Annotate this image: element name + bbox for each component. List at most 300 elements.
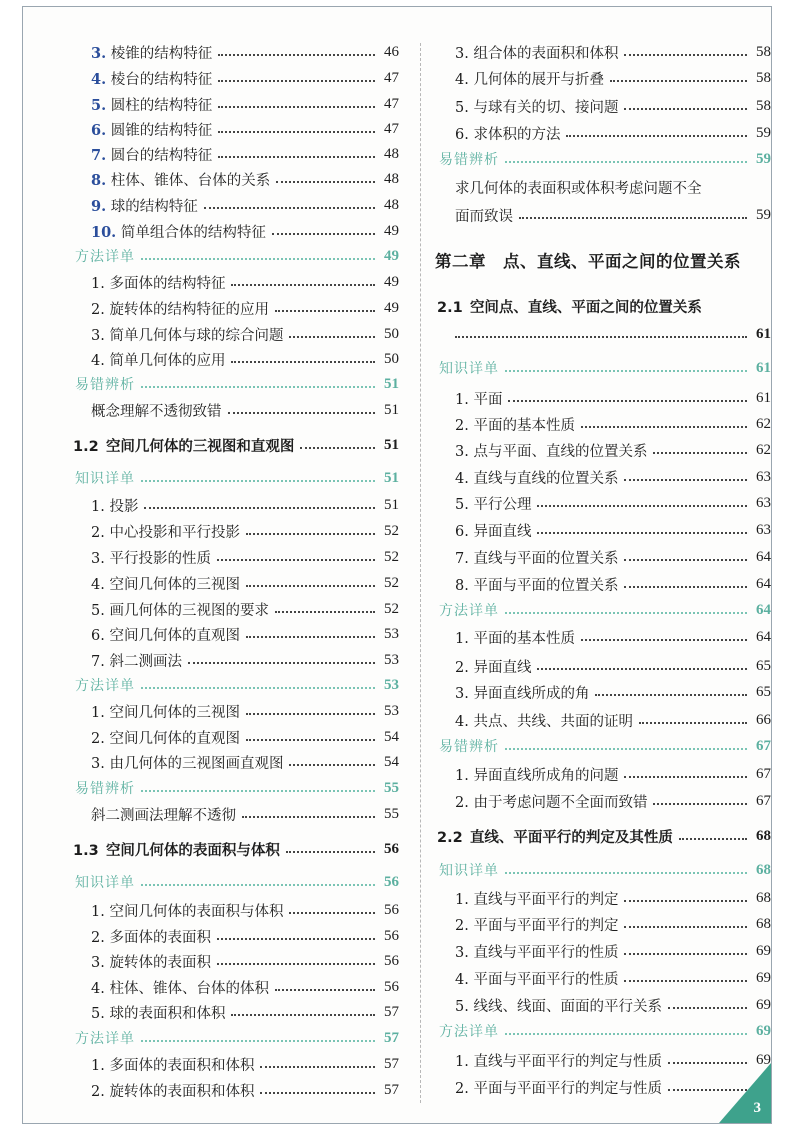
- toc-entry-number: 4.: [91, 576, 105, 593]
- toc-entry-label: [435, 914, 618, 935]
- dot-leader: [610, 80, 747, 82]
- toc-entry[interactable]: [71, 346, 399, 372]
- toc-entry-label: [435, 467, 618, 488]
- toc-entry[interactable]: [435, 653, 771, 679]
- dot-leader: [218, 156, 375, 158]
- dot-leader: [218, 80, 375, 82]
- toc-entry-label: [435, 941, 618, 962]
- toc-entry-label: [71, 68, 212, 89]
- dot-leader: [624, 586, 747, 588]
- toc-entry-text: 异面直线: [473, 659, 532, 676]
- toc-page-number: 53: [384, 651, 399, 668]
- toc-page-number: 68: [756, 827, 771, 844]
- toc-entry-text: 空间几何体的三视图和直观图: [105, 438, 295, 455]
- toc-entry[interactable]: [71, 492, 399, 518]
- toc-entry[interactable]: [71, 647, 399, 673]
- toc-subheading[interactable]: [435, 733, 771, 759]
- dot-leader: [581, 426, 747, 428]
- dot-leader: [624, 980, 747, 982]
- dot-leader: [141, 884, 375, 886]
- dot-leader: [246, 585, 375, 587]
- toc-subheading[interactable]: [71, 672, 399, 698]
- toc-entry-number: 1.: [91, 704, 105, 721]
- toc-page-number: 54: [384, 728, 399, 745]
- toc-entry-label: [435, 547, 618, 568]
- toc-entry[interactable]: [435, 707, 771, 733]
- dot-leader: [624, 953, 747, 955]
- section-heading[interactable]: [435, 321, 771, 347]
- dot-leader: [246, 739, 375, 741]
- toc-entry[interactable]: [71, 1051, 399, 1077]
- toc-page-number: 64: [756, 628, 771, 645]
- toc-entry-number: 2.: [455, 1080, 469, 1097]
- toc-page-number: 48: [384, 145, 399, 162]
- toc-page-number: 48: [384, 170, 399, 187]
- toc-entry-number: 4.: [455, 971, 469, 988]
- dot-leader: [508, 400, 747, 402]
- toc-subheading[interactable]: [71, 371, 399, 397]
- section-heading[interactable]: [435, 293, 771, 319]
- toc-entry-text: 平面的基本性质: [473, 417, 575, 434]
- toc-entry-label: [435, 995, 662, 1016]
- toc-page-number: 64: [756, 601, 771, 618]
- toc-entry-label: [71, 1080, 254, 1101]
- section-heading[interactable]: [71, 836, 399, 862]
- toc-entry[interactable]: [435, 679, 771, 705]
- toc-entry-text: 空间几何体的表面积与体积: [109, 903, 284, 920]
- toc-entry-label: [435, 860, 499, 880]
- toc-entry-label: [435, 96, 618, 117]
- toc-entry[interactable]: [435, 624, 771, 650]
- toc-page-number: 61: [756, 359, 771, 376]
- toc-entry[interactable]: [71, 897, 399, 923]
- toc-entry-label: [435, 68, 604, 89]
- toc-entry-number: 1.3: [73, 842, 99, 859]
- toc-subheading[interactable]: [435, 146, 771, 172]
- toc-entry[interactable]: [435, 544, 771, 570]
- toc-subheading[interactable]: [71, 1025, 399, 1051]
- toc-entry[interactable]: [71, 518, 399, 544]
- toc-entry-label: [435, 600, 499, 620]
- toc-entry-text: 投影: [109, 498, 139, 515]
- dot-leader: [246, 713, 375, 715]
- toc-page-number: 56: [384, 901, 399, 918]
- toc-entry-label: [71, 195, 198, 216]
- toc-page-number: 63: [756, 521, 771, 538]
- toc-entry-text: 棱锥的结构特征: [110, 45, 213, 62]
- toc-page-number: 47: [384, 120, 399, 137]
- toc-page-number: 59: [756, 206, 771, 223]
- dot-leader: [505, 161, 747, 163]
- toc-page-number: 47: [384, 69, 399, 86]
- toc-entry-text: 知识详单: [75, 471, 135, 487]
- toc-entry-text: 柱体、锥体、台体的体积: [109, 980, 269, 997]
- toc-page-number: 51: [384, 401, 399, 418]
- page-number: 3: [753, 1100, 761, 1116]
- toc-entry-text: 求几何体的表面积或体积考虑问题不全: [455, 180, 702, 197]
- toc-entry-text: 知识详单: [75, 875, 135, 891]
- dot-leader: [228, 412, 376, 414]
- toc-entry-text: 空间几何体的直观图: [109, 730, 240, 747]
- toc-entry[interactable]: [435, 885, 771, 911]
- toc-page-number: 51: [384, 375, 399, 392]
- toc-entry[interactable]: [435, 571, 771, 597]
- toc-entry-text: 平面与平面平行的判定: [473, 917, 619, 934]
- toc-entry[interactable]: [71, 544, 399, 570]
- toc-entry-text: 组合体的表面积和体积: [473, 45, 619, 62]
- toc-entry-text: 概念理解不透彻致错: [91, 403, 222, 420]
- dot-leader: [204, 207, 375, 209]
- toc-page-number: 69: [756, 942, 771, 959]
- toc-entry-number: 7.: [91, 653, 105, 670]
- toc-entry-text: 球的结构特征: [110, 198, 198, 215]
- toc-page-number: 61: [756, 389, 771, 406]
- toc-entry-label: [435, 710, 633, 731]
- toc-entry[interactable]: [435, 938, 771, 964]
- toc-subheading[interactable]: [71, 243, 399, 269]
- toc-page-number: 57: [384, 1055, 399, 1072]
- toc-entry-label: [71, 349, 225, 370]
- toc-entry-text: 平行公理: [473, 496, 532, 513]
- dot-leader: [141, 1040, 375, 1042]
- dot-leader: [272, 233, 375, 235]
- toc-entry-text: 平面与平面平行的判定与性质: [473, 1080, 662, 1097]
- toc-page-number: 66: [756, 711, 771, 728]
- toc-entry-number: 2.: [91, 1083, 105, 1100]
- toc-entry-label: [71, 495, 138, 516]
- toc-page-number: 61: [756, 325, 771, 342]
- toc-entry[interactable]: [71, 621, 399, 647]
- toc-entry-label: [71, 324, 283, 345]
- dot-leader: [624, 559, 747, 561]
- toc-page-number: 65: [756, 657, 771, 674]
- toc-entry-label: [71, 94, 212, 115]
- toc-entry-text: 知识详单: [439, 361, 499, 377]
- toc-entry-label: [435, 177, 702, 198]
- toc-entry-label: [71, 778, 135, 798]
- toc-entry-label: [71, 752, 283, 773]
- toc-entry-text: 易错辨析: [439, 739, 499, 755]
- toc-entry-label: [71, 872, 135, 892]
- dot-leader: [505, 748, 747, 750]
- toc-entry-label: [435, 414, 575, 435]
- dot-leader: [289, 336, 375, 338]
- toc-entry-text: 平行投影的性质: [109, 550, 211, 567]
- toc-entry-text: 中心投影和平行投影: [109, 524, 240, 541]
- column-divider: [420, 43, 421, 1103]
- dot-leader: [217, 938, 375, 940]
- toc-entry[interactable]: [435, 65, 771, 91]
- dot-leader: [505, 370, 747, 372]
- toc-entry-number: 2.: [455, 659, 469, 676]
- toc-entry-label: [71, 599, 269, 620]
- toc-entry[interactable]: [71, 801, 399, 827]
- toc-entry[interactable]: [71, 321, 399, 347]
- toc-entry-label: [71, 468, 135, 488]
- dot-leader: [286, 851, 375, 853]
- toc-entry-text: 简单几何体与球的综合问题: [109, 327, 284, 344]
- toc-subheading[interactable]: [435, 857, 771, 883]
- toc-entry[interactable]: [435, 788, 771, 814]
- toc-page-number: 56: [384, 873, 399, 890]
- toc-entry-label: [435, 248, 741, 272]
- toc-page-number: 48: [384, 196, 399, 213]
- toc-entry-label: [71, 272, 225, 293]
- toc-entry[interactable]: [435, 385, 771, 411]
- toc-entry-number: 1.: [455, 891, 469, 908]
- toc-entry-number: 5.: [91, 96, 107, 114]
- toc-entry[interactable]: [435, 490, 771, 516]
- toc-entry[interactable]: [71, 974, 399, 1000]
- toc-entry-number: 2.: [91, 524, 105, 541]
- toc-entry-label: [71, 221, 266, 242]
- toc-entry-text: 平面与平面的位置关系: [473, 577, 619, 594]
- toc-entry[interactable]: [71, 923, 399, 949]
- toc-page-number: 56: [384, 927, 399, 944]
- toc-entry-number: 1.: [91, 903, 105, 920]
- dot-leader: [653, 452, 747, 454]
- dot-leader: [624, 926, 747, 928]
- toc-entry-label: [71, 573, 240, 594]
- toc-entry[interactable]: [435, 761, 771, 787]
- toc-entry-text: 面而致误: [455, 208, 513, 225]
- toc-entry-number: 2.1: [437, 299, 463, 316]
- dot-leader: [260, 1092, 375, 1094]
- dot-leader: [141, 687, 375, 689]
- toc-entry[interactable]: [435, 93, 771, 119]
- toc-entry-number: 5.: [91, 602, 105, 619]
- toc-entry-text: 斜二测画法理解不透彻: [91, 807, 236, 824]
- toc-entry[interactable]: [71, 397, 399, 423]
- toc-entry-label: [71, 144, 212, 165]
- toc-entry-text: 球的表面积和体积: [109, 1005, 226, 1022]
- toc-page-number: 62: [756, 441, 771, 458]
- toc-entry-text: 由几何体的三视图画直观图: [109, 755, 284, 772]
- toc-entry-text: 异面直线: [473, 523, 532, 540]
- toc-entry[interactable]: [435, 39, 771, 65]
- toc-entry-number: 3.: [91, 44, 107, 62]
- toc-entry-label: [435, 1021, 499, 1041]
- toc-entry[interactable]: [71, 1077, 399, 1103]
- toc-entry-label: [435, 574, 618, 595]
- toc-entry-text: 简单几何体的应用: [109, 352, 226, 369]
- dot-leader: [242, 816, 375, 818]
- toc-entry-number: 2.2: [437, 829, 463, 846]
- toc-entry-label: [71, 119, 212, 140]
- toc-page-number: 49: [384, 222, 399, 239]
- toc-entry-text: 共点、共线、共面的证明: [473, 713, 633, 730]
- dot-leader: [581, 639, 747, 641]
- toc-entry-text: 易错辨析: [439, 152, 499, 168]
- toc-subheading[interactable]: [435, 597, 771, 623]
- toc-page-number: 55: [384, 805, 399, 822]
- toc-entry-number: 3.: [455, 45, 469, 62]
- toc-entry-label: [71, 521, 240, 542]
- toc-entry-text: 简单组合体的结构特征: [120, 224, 266, 241]
- dot-leader: [246, 533, 375, 535]
- toc-entry-number: 6.: [455, 523, 469, 540]
- toc-page-number: 69: [756, 996, 771, 1013]
- toc-entry-number: 4.: [91, 352, 105, 369]
- toc-entry[interactable]: [71, 91, 399, 117]
- toc-page-number: 51: [384, 469, 399, 486]
- dot-leader: [505, 612, 747, 614]
- toc-entry-number: 3.: [91, 327, 105, 344]
- toc-entry-text: 第二章 点、直线、平面之间的位置关系: [435, 252, 741, 271]
- toc-entry-text: 求体积的方法: [473, 126, 561, 143]
- toc-entry-number: 3.: [91, 550, 105, 567]
- dot-leader: [537, 668, 747, 670]
- toc-entry-text: 圆台的结构特征: [110, 147, 213, 164]
- dot-leader: [217, 559, 375, 561]
- toc-entry-text: 方法详单: [75, 249, 135, 265]
- toc-page-number: 50: [384, 325, 399, 342]
- toc-page-number: 64: [756, 548, 771, 565]
- dot-leader: [276, 181, 375, 183]
- toc-entry[interactable]: [435, 174, 771, 200]
- toc-page-number: 53: [384, 625, 399, 642]
- toc-entry[interactable]: [71, 948, 399, 974]
- toc-page-number: 65: [756, 683, 771, 700]
- toc-page: [22, 6, 772, 1124]
- toc-entry-label: [71, 839, 280, 860]
- toc-entry-text: 空间几何体的直观图: [109, 627, 240, 644]
- toc-page-number: 70: [756, 1078, 771, 1095]
- toc-entry-label: [71, 951, 211, 972]
- toc-entry-text: 易错辨析: [75, 377, 135, 393]
- toc-page-number: 49: [384, 247, 399, 264]
- toc-entry-number: 5.: [455, 496, 469, 513]
- toc-entry-number: 8.: [91, 171, 107, 189]
- toc-entry[interactable]: [435, 517, 771, 543]
- toc-entry[interactable]: [71, 295, 399, 321]
- toc-entry-number: 8.: [455, 577, 469, 594]
- toc-entry-text: 平面的基本性质: [473, 630, 575, 647]
- toc-entry[interactable]: [71, 698, 399, 724]
- section-heading[interactable]: [435, 823, 771, 849]
- toc-entry-text: 直线与平面平行的性质: [473, 944, 619, 961]
- toc-entry-label: [435, 520, 531, 541]
- toc-entry[interactable]: [435, 437, 771, 463]
- toc-entry[interactable]: [71, 65, 399, 91]
- toc-entry-label: [435, 888, 618, 909]
- toc-entry-label: [71, 1054, 254, 1075]
- toc-entry-text: 多面体的表面积: [109, 929, 211, 946]
- toc-entry[interactable]: [71, 192, 399, 218]
- section-heading[interactable]: [71, 432, 399, 458]
- toc-subheading[interactable]: [71, 465, 399, 491]
- toc-entry-text: 棱台的结构特征: [110, 71, 213, 88]
- dot-leader: [275, 310, 375, 312]
- toc-entry[interactable]: [71, 116, 399, 142]
- toc-page-number: 56: [384, 840, 399, 857]
- toc-entry[interactable]: [435, 411, 771, 437]
- toc-entry-number: 1.: [91, 275, 105, 292]
- toc-entry-label: [71, 435, 294, 456]
- toc-entry-label: [435, 149, 499, 169]
- toc-entry-label: [435, 1077, 662, 1098]
- toc-entry[interactable]: [71, 141, 399, 167]
- toc-entry-label: [71, 547, 211, 568]
- toc-entry-text: 空间点、直线、平面之间的位置关系: [469, 299, 702, 316]
- toc-entry-number: 1.: [455, 1053, 469, 1070]
- toc-entry-label: [71, 926, 211, 947]
- dot-leader: [455, 336, 747, 338]
- toc-entry-number: 2.: [91, 301, 105, 318]
- toc-page-number: 58: [756, 43, 771, 60]
- toc-entry[interactable]: [435, 464, 771, 490]
- toc-entry-number: 6.: [455, 126, 469, 143]
- dot-leader: [624, 479, 747, 481]
- toc-entry-text: 易错辨析: [75, 781, 135, 797]
- dot-leader: [668, 1007, 747, 1009]
- toc-entry-number: 4.: [91, 980, 105, 997]
- toc-entry[interactable]: [435, 992, 771, 1018]
- toc-entry-number: 4.: [455, 71, 469, 88]
- toc-entry-label: [435, 42, 618, 63]
- toc-entry[interactable]: [71, 166, 399, 192]
- toc-entry[interactable]: [435, 120, 771, 146]
- toc-entry-text: 几何体的展开与折叠: [473, 71, 604, 88]
- toc-entry-number: 3.: [91, 954, 105, 971]
- toc-entry[interactable]: [71, 39, 399, 65]
- toc-entry-number: 2.: [91, 929, 105, 946]
- dot-leader: [141, 386, 375, 388]
- toc-entry[interactable]: [435, 911, 771, 937]
- toc-entry-number: 2.: [455, 917, 469, 934]
- toc-page-number: 67: [756, 792, 771, 809]
- toc-entry-text: 直线与平面平行的判定与性质: [473, 1053, 662, 1070]
- toc-entry-text: 多面体的结构特征: [109, 275, 226, 292]
- toc-entry-label: [71, 624, 240, 645]
- dot-leader: [537, 532, 747, 534]
- toc-entry-number: 2.: [455, 794, 469, 811]
- toc-entry-text: 空间几何体的三视图: [109, 576, 240, 593]
- toc-subheading[interactable]: [435, 1018, 771, 1044]
- toc-page-number: 50: [384, 350, 399, 367]
- toc-entry[interactable]: [71, 570, 399, 596]
- toc-entry-label: [71, 298, 269, 319]
- toc-entry-text: 方法详单: [75, 678, 135, 694]
- dot-leader: [141, 258, 375, 260]
- toc-entry[interactable]: [71, 596, 399, 622]
- toc-entry[interactable]: [71, 749, 399, 775]
- toc-entry[interactable]: [71, 999, 399, 1025]
- toc-entry[interactable]: [71, 724, 399, 750]
- dot-leader: [505, 872, 747, 874]
- toc-entry[interactable]: [435, 965, 771, 991]
- toc-subheading[interactable]: [435, 355, 771, 381]
- toc-entry[interactable]: [71, 269, 399, 295]
- dot-leader: [231, 361, 375, 363]
- toc-entry-label: [71, 374, 135, 394]
- toc-entry[interactable]: [71, 218, 399, 244]
- toc-entry[interactable]: [435, 202, 771, 228]
- toc-subheading[interactable]: [71, 869, 399, 895]
- toc-entry-text: 平面: [473, 391, 503, 408]
- dot-leader: [231, 284, 375, 286]
- dot-leader: [218, 54, 375, 56]
- dot-leader: [275, 611, 375, 613]
- toc-entry-label: [71, 900, 283, 921]
- dot-leader: [289, 912, 375, 914]
- toc-entry-label: [435, 493, 531, 514]
- toc-page-number: 53: [384, 702, 399, 719]
- toc-subheading[interactable]: [71, 775, 399, 801]
- chapter-heading[interactable]: [435, 247, 771, 273]
- dot-leader: [624, 776, 747, 778]
- toc-entry-text: 多面体的表面积和体积: [109, 1057, 255, 1074]
